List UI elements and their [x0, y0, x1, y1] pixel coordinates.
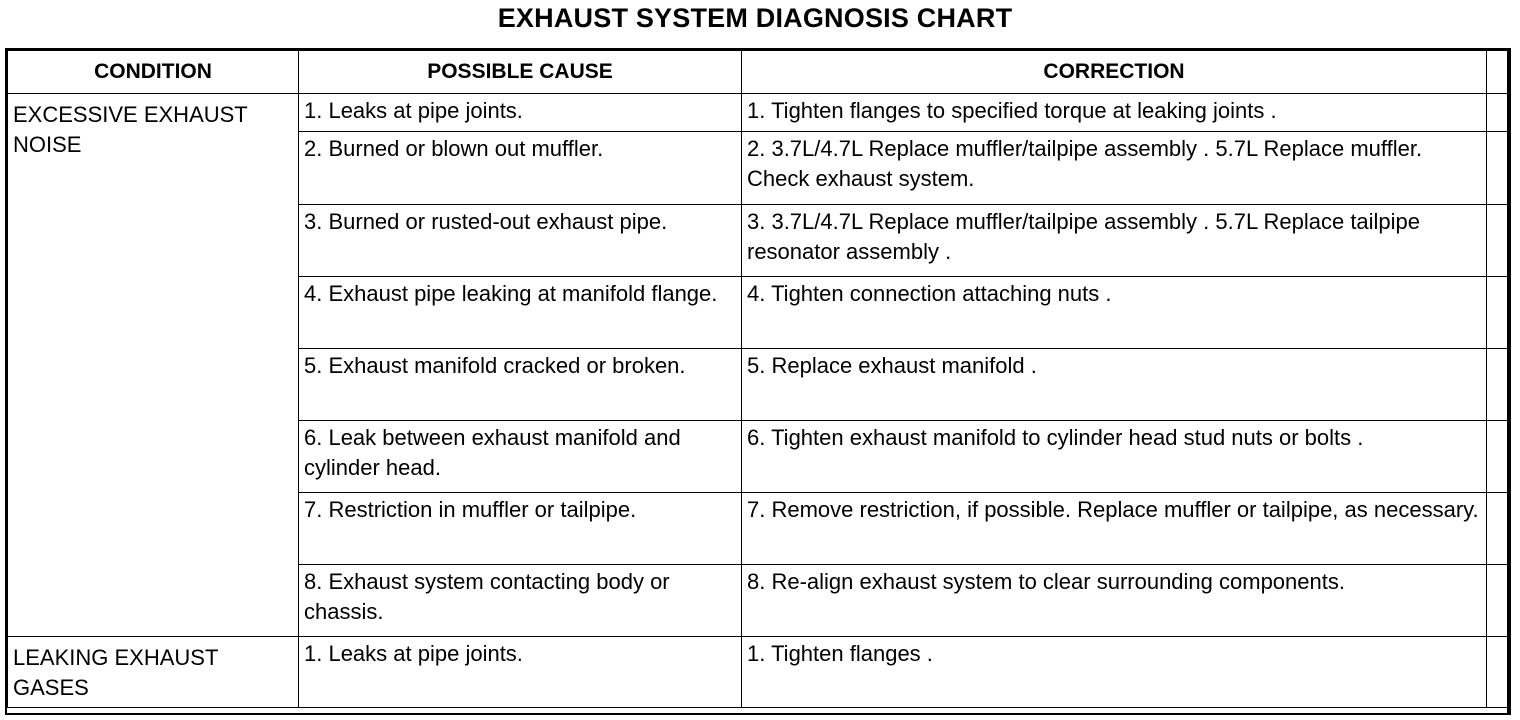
correction-cell: 2. 3.7L/4.7L Replace muffler/tailpipe assembly . 5.7L Replace muffler. Check exhaust system.: [742, 132, 1487, 205]
correction-cell: 4. Tighten connection attaching nuts .: [742, 277, 1487, 349]
cause-cell: 4. Exhaust pipe leaking at manifold flange.: [299, 277, 742, 349]
table-shadow: [1508, 48, 1511, 715]
table-row: [8, 94, 1508, 132]
cause-cell: 6. Leak between exhaust manifold and cylinder head.: [299, 421, 742, 493]
diagnosis-table: [7, 50, 1508, 708]
table-row: [8, 637, 1508, 708]
correction-cell: 3. 3.7L/4.7L Replace muffler/tailpipe assembly . 5.7L Replace tailpipe resonator assembly .: [742, 205, 1487, 277]
correction-cell: 1. Tighten flanges .: [742, 637, 1487, 708]
header-spacer: [1487, 51, 1508, 94]
header-possible-cause: POSSIBLE CAUSE: [299, 51, 742, 94]
spacer-cell: [1487, 493, 1508, 565]
spacer-cell: [1487, 205, 1508, 277]
cause-cell: 2. Burned or blown out muffler.: [299, 132, 742, 205]
cause-cell: 8. Exhaust system contacting body or chassis.: [299, 565, 742, 637]
cause-cell: 1. Leaks at pipe joints.: [299, 94, 742, 132]
correction-cell: 5. Replace exhaust manifold .: [742, 349, 1487, 421]
header-correction: CORRECTION: [742, 51, 1487, 94]
spacer-cell: [1487, 421, 1508, 493]
header-condition: CONDITION: [8, 51, 299, 94]
condition-cell: EXCESSIVE EXHAUST NOISE: [8, 94, 299, 637]
cause-cell: 3. Burned or rusted-out exhaust pipe.: [299, 205, 742, 277]
correction-cell: 8. Re-align exhaust system to clear surrounding components.: [742, 565, 1487, 637]
spacer-cell: [1487, 132, 1508, 205]
cause-cell: 1. Leaks at pipe joints.: [299, 637, 742, 708]
spacer-cell: [1487, 94, 1508, 132]
correction-cell: 6. Tighten exhaust manifold to cylinder head stud nuts or bolts .: [742, 421, 1487, 493]
spacer-cell: [1487, 637, 1508, 708]
correction-cell: 7. Remove restriction, if possible. Replace muffler or tailpipe, as necessary.: [742, 493, 1487, 565]
correction-cell: 1. Tighten flanges to specified torque at leaking joints .: [742, 94, 1487, 132]
spacer-cell: [1487, 349, 1508, 421]
cause-cell: 5. Exhaust manifold cracked or broken.: [299, 349, 742, 421]
spacer-cell: [1487, 277, 1508, 349]
spacer-cell: [1487, 565, 1508, 637]
condition-cell: LEAKING EXHAUST GASES: [8, 637, 299, 708]
cause-cell: 7. Restriction in muffler or tailpipe.: [299, 493, 742, 565]
table-header-row: [8, 51, 1508, 94]
page-title: EXHAUST SYSTEM DIAGNOSIS CHART: [497, 3, 1013, 33]
